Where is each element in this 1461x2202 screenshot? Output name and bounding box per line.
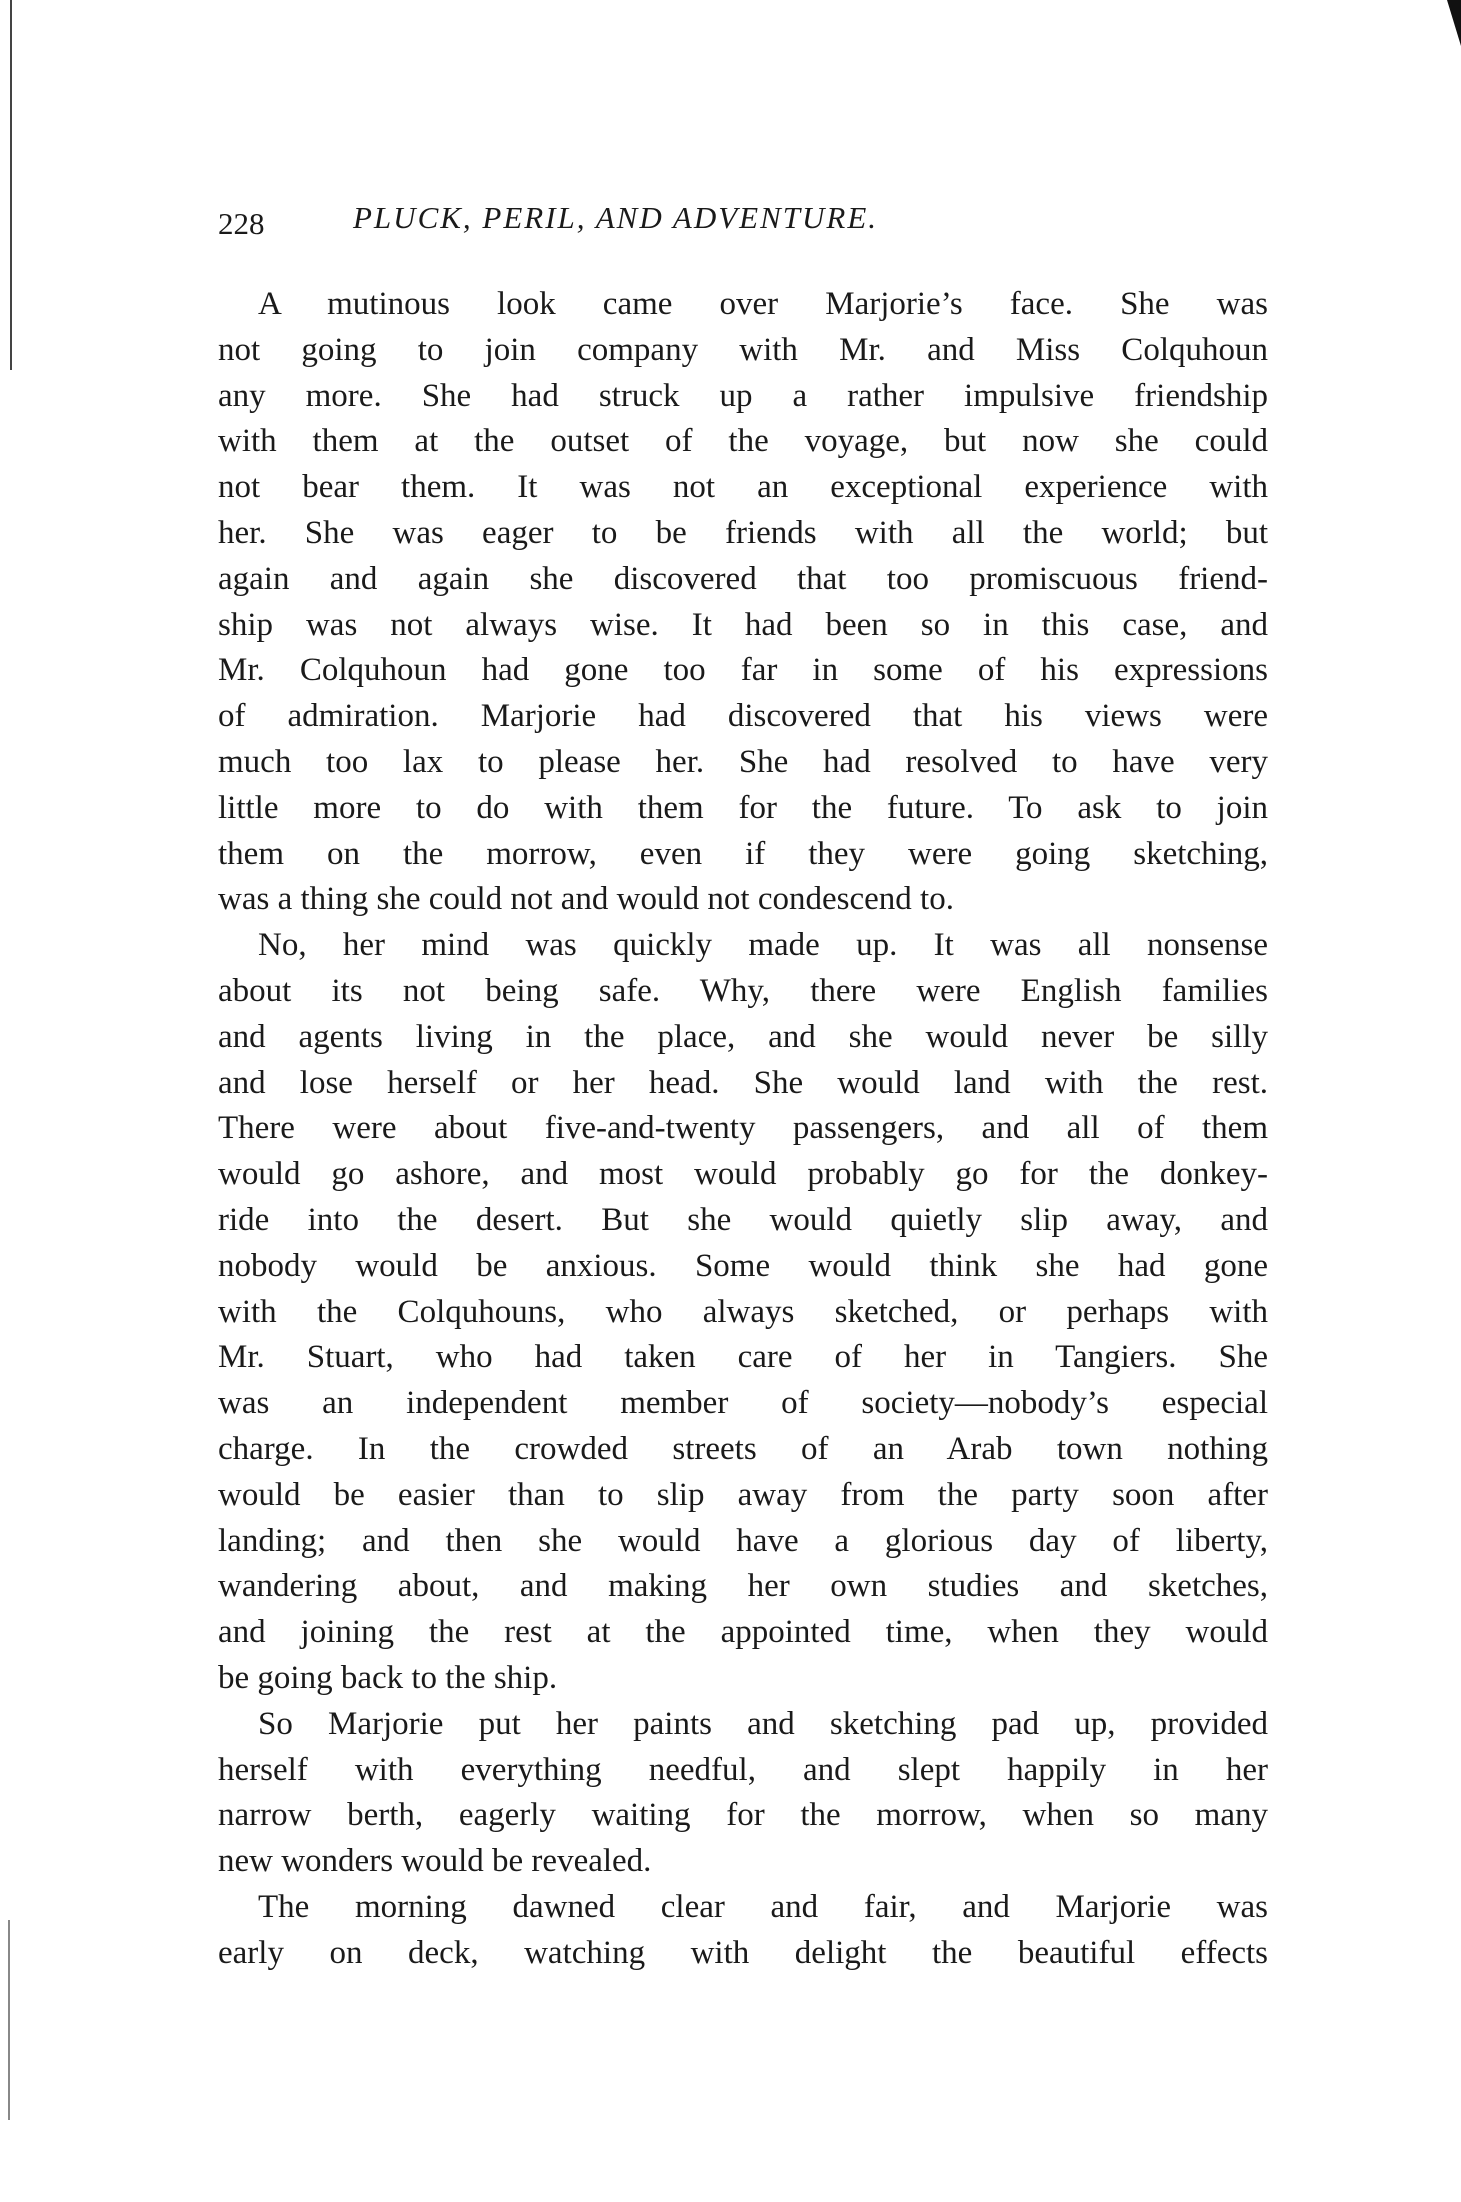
text-line: with them at the outset of the voyage, but now she could <box>218 423 1268 460</box>
running-title: PLUCK, PERIL, AND ADVENTURE. <box>353 200 879 235</box>
text-line: would be easier than to slip away from the party soon after <box>218 1476 1268 1513</box>
text-line: any more. She had struck up a rather impulsive friendship <box>218 377 1268 414</box>
text-line: of admiration. Marjorie had discovered that his views were <box>218 698 1268 735</box>
text-line: Mr. Stuart, who had taken care of her in Tangiers. She <box>218 1339 1268 1376</box>
paragraph <box>218 1702 1268 1885</box>
text-line: So Marjorie put her paints and sketching pad up, provided <box>258 1705 1268 1742</box>
text-line: narrow berth, eagerly waiting for the morrow, when so many <box>218 1797 1268 1834</box>
text-line: would go ashore, and most would probably go for the donkey- <box>218 1156 1268 1193</box>
page-corner-mark <box>1447 0 1461 46</box>
page-number: 228 <box>218 206 265 241</box>
text-line: ship was not always wise. It had been so in this case, and <box>218 606 1268 643</box>
text-line: nobody would be anxious. Some would think she had gone <box>218 1247 1268 1284</box>
running-header <box>218 200 1268 250</box>
text-line: not going to join company with Mr. and Miss Colquhoun <box>218 331 1268 368</box>
text-line: be going back to the ship. <box>218 1659 558 1696</box>
text-line: again and again she discovered that too promiscuous friend- <box>218 560 1268 597</box>
paragraph <box>218 1885 1268 1977</box>
text-line: not bear them. It was not an exceptional experience with <box>218 469 1268 506</box>
text-line: charge. In the crowded streets of an Arab town nothing <box>218 1430 1268 1467</box>
text-line: Mr. Colquhoun had gone too far in some of his expressions <box>218 652 1268 689</box>
paragraph <box>218 923 1268 1702</box>
text-line: There were about five-and-twenty passengers, and all of them <box>218 1110 1268 1147</box>
text-line: them on the morrow, even if they were going sketching, <box>218 835 1268 872</box>
body-text <box>218 282 1268 1976</box>
text-line: about its not being safe. Why, there were English families <box>218 972 1268 1009</box>
text-line: No, her mind was quickly made up. It was all nonsense <box>258 927 1268 964</box>
text-line: was an independent member of society—nobody’s especial <box>218 1385 1268 1422</box>
text-line: much too lax to please her. She had resolved to have very <box>218 743 1268 780</box>
text-line: The morning dawned clear and fair, and Marjorie was <box>258 1888 1268 1925</box>
text-line: herself with everything needful, and slept happily in her <box>218 1751 1268 1788</box>
page-edge-shadow <box>10 0 12 370</box>
text-line: A mutinous look came over Marjorie’s face. She was <box>258 286 1268 322</box>
text-line: and agents living in the place, and she would never be silly <box>218 1018 1268 1055</box>
text-line: and lose herself or her head. She would land with the rest. <box>218 1064 1268 1101</box>
text-line: with the Colquhouns, who always sketched, or perhaps with <box>218 1293 1268 1330</box>
text-line: her. She was eager to be friends with all the world; but <box>218 514 1268 551</box>
text-line: little more to do with them for the future. To ask to join <box>218 789 1268 826</box>
text-line: landing; and then she would have a glorious day of liberty, <box>218 1522 1268 1559</box>
text-line: wandering about, and making her own studies and sketches, <box>218 1568 1268 1605</box>
page-edge-shadow <box>8 1920 10 2120</box>
text-line: and joining the rest at the appointed time, when they would <box>218 1614 1268 1651</box>
paragraph <box>218 282 1268 923</box>
text-line: early on deck, watching with delight the beautiful effects <box>218 1934 1268 1971</box>
text-line: was a thing she could not and would not condescend to. <box>218 881 954 918</box>
text-line: ride into the desert. But she would quietly slip away, and <box>218 1201 1268 1238</box>
text-line: new wonders would be revealed. <box>218 1843 652 1880</box>
